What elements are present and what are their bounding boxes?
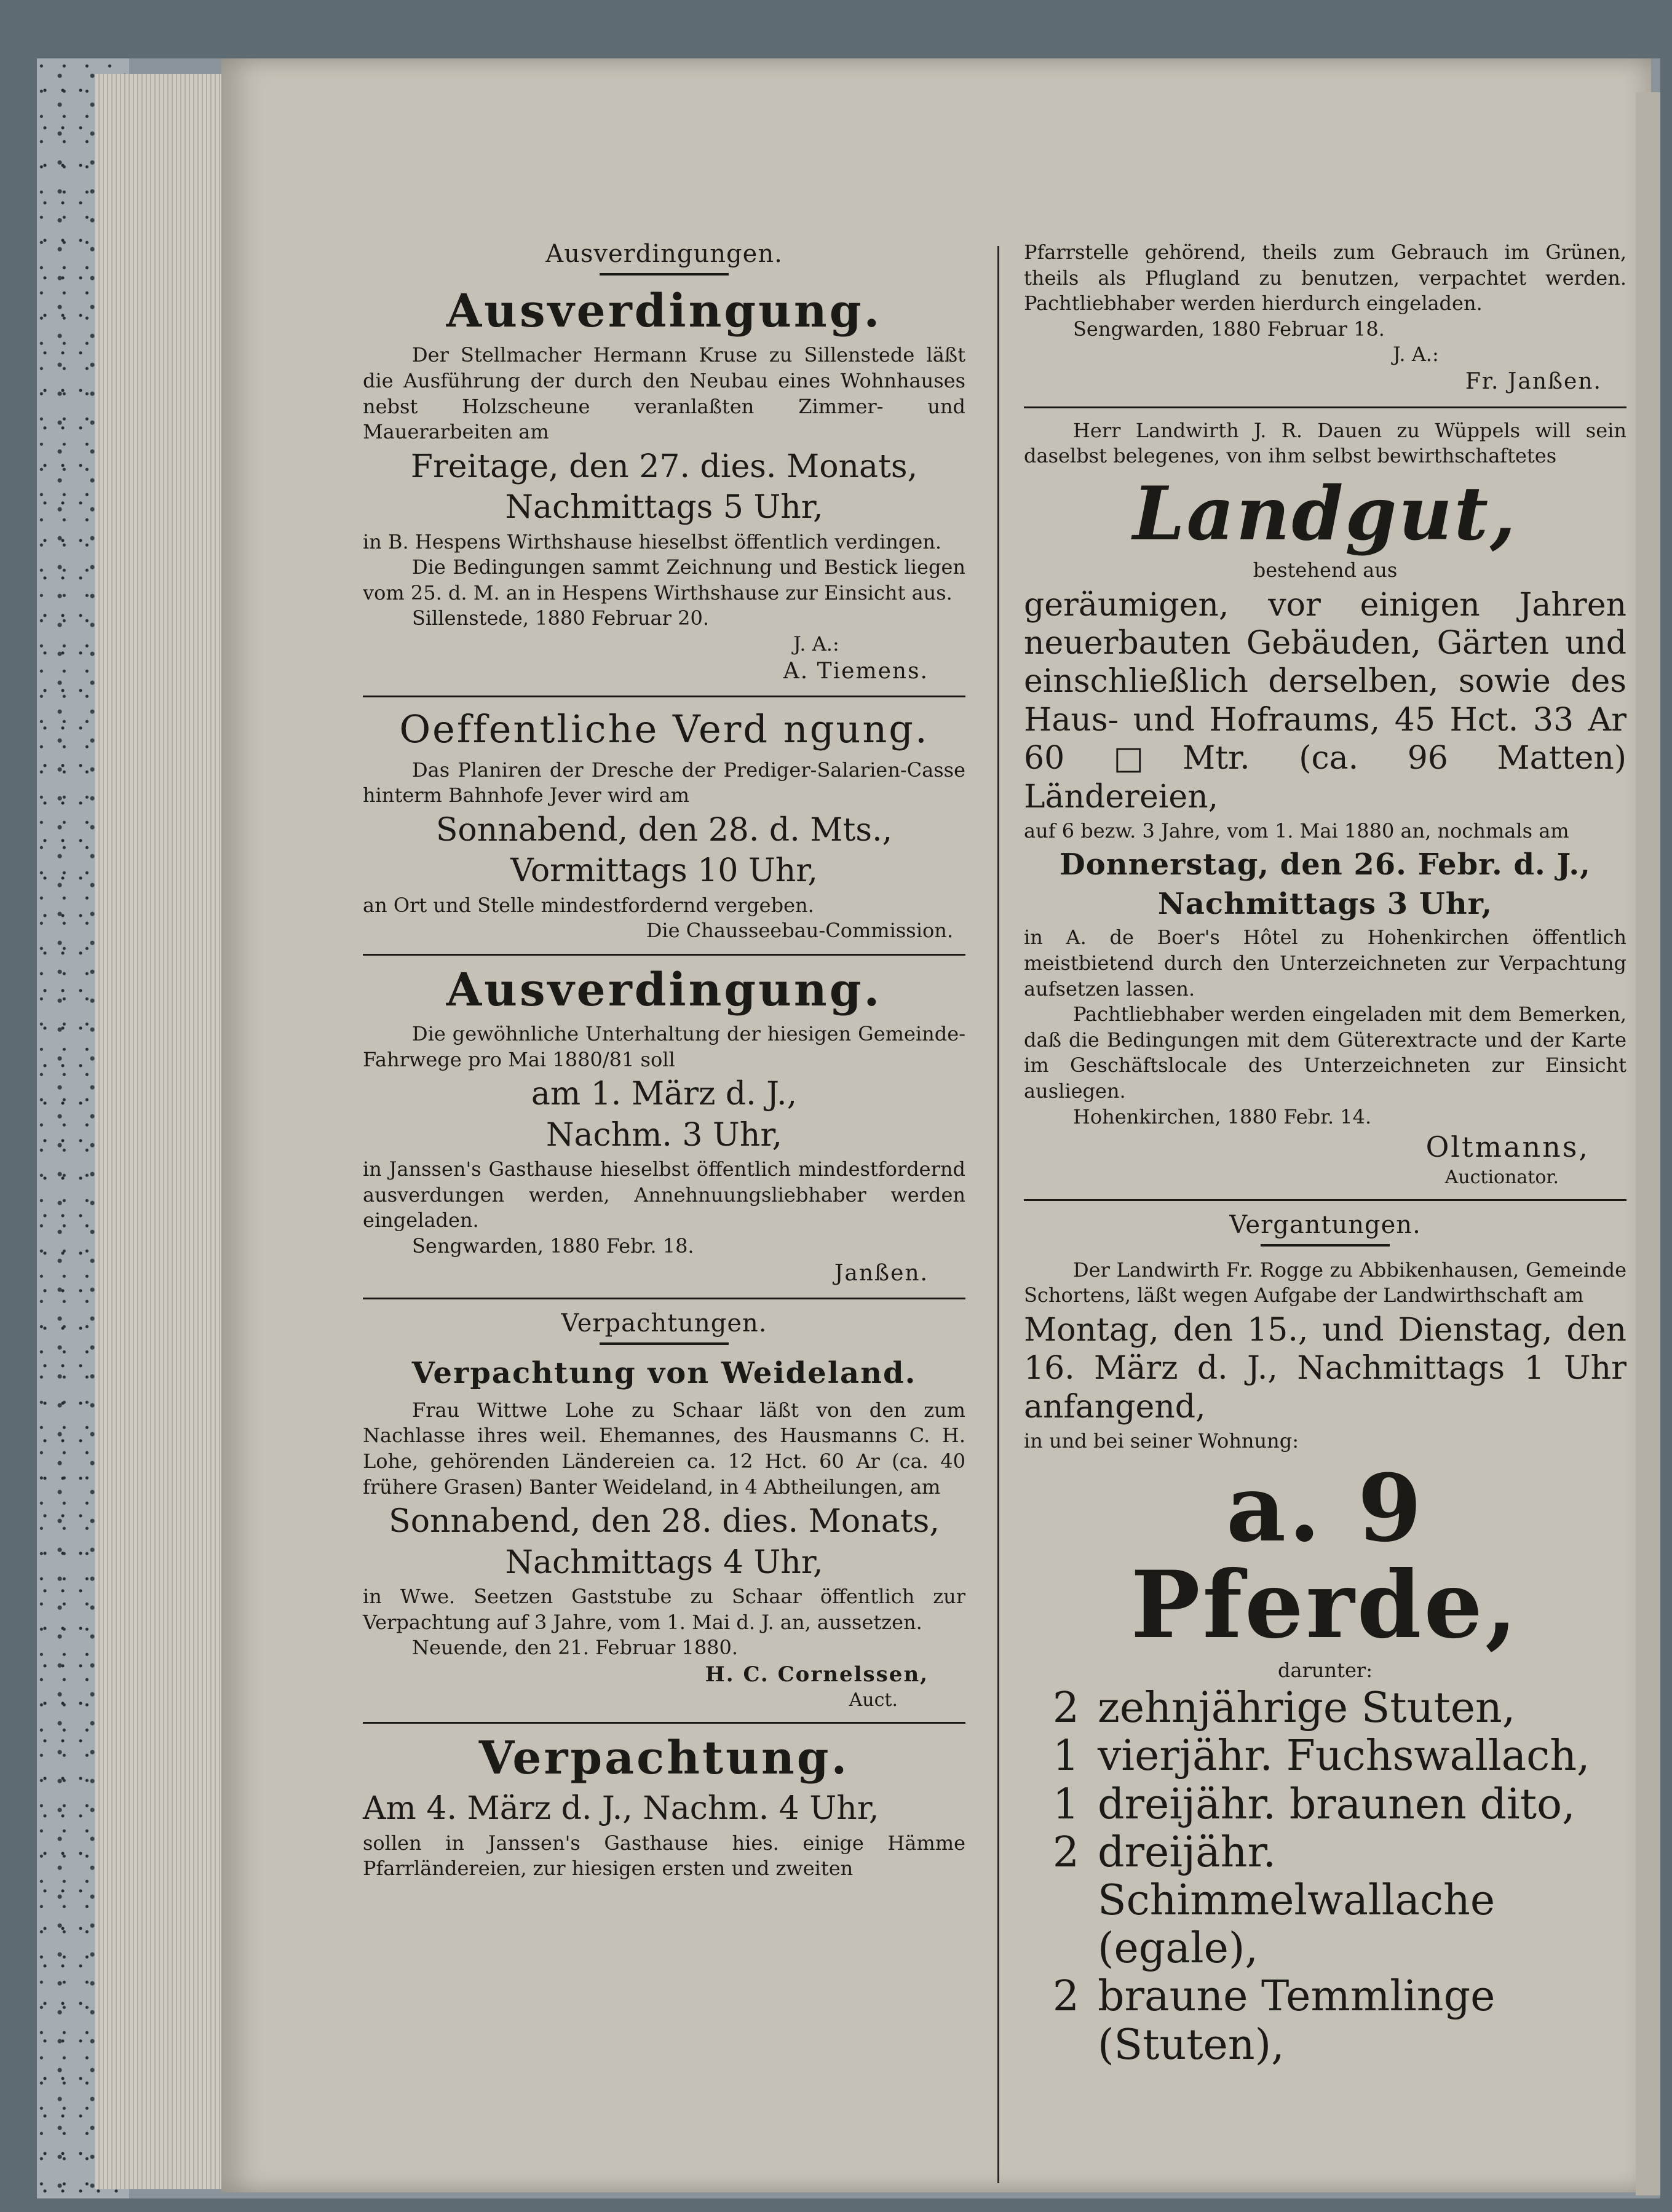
ad-intro: Herr Landwirth J. R. Dauen zu Wüppels will sein daselbst belegenes, von ihm selbst bewirthschaftetes <box>1024 418 1626 468</box>
section-heading-verpachtungen: Verpachtungen. <box>561 1309 767 1338</box>
section-underline <box>1261 1244 1390 1247</box>
ad-date-line: Am 4. März d. J., Nachm. 4 Uhr, <box>363 1790 879 1828</box>
section-underline <box>600 1342 729 1345</box>
ad-title: Oeffentliche Verd ngung. <box>399 707 929 752</box>
ad-time-line: Nachmittags 3 Uhr, <box>1157 887 1493 922</box>
ad-pferde <box>1024 1258 1626 2069</box>
column-divider <box>997 246 999 2183</box>
list-item: 1 vierjähr. Fuchswallach, <box>1052 1732 1590 1781</box>
ad-landgut <box>1024 418 1626 1189</box>
list-item: 2 zehnjährige Stuten, <box>1052 1684 1516 1733</box>
list-item: 1 dreijähr. braunen dito, <box>1052 1780 1575 1829</box>
ad-place-date: Neuende, den 21. Februar 1880. <box>412 1636 739 1660</box>
ad-subtitle: bestehend aus <box>1253 558 1398 582</box>
ad-signature-role: Auctionator. <box>1444 1166 1559 1188</box>
ad-body: Die gewöhnliche Unterhaltung der hiesigen Gemeinde-Fahrwege pro Mai 1880/81 soll <box>363 1022 965 1071</box>
left-column <box>363 240 965 1882</box>
ad-description: geräumigen, vor einigen Jahren neuerbauten Gebäuden, Gärten und einschließlich derselben, sowie des Haus- und Hofraums, 45 Hct. 33 Ar 60 □Mtr. (ca. 96 Matten) Ländereien, <box>1024 586 1626 815</box>
ad-body: Der Stellmacher Hermann Kruse zu Sillenstede läßt die Ausführung der durch den Neubau eines Wohnhauses nebst Holzscheune veranlaßten Zimmer- und Mauerarbeiten am <box>363 343 965 444</box>
list-item: 2 dreijähr. Schimmelwallache (egale), <box>1052 1828 1496 1973</box>
ad-signature: Oltmanns, <box>1425 1130 1590 1164</box>
ad-title: Ausverdingung. <box>446 963 882 1017</box>
ad-date-line: am 1. März d. J., <box>531 1076 798 1113</box>
ad-body: auf 6 bezw. 3 Jahre, vom 1. Mai 1880 an, nochmals am <box>1024 819 1569 842</box>
ad-subtitle: darunter: <box>1278 1658 1373 1682</box>
ad-title: Ausverdingung. <box>446 285 882 338</box>
divider-rule <box>363 696 965 697</box>
ad-signature: H. C. Cornelssen, <box>705 1662 929 1687</box>
ad-place-date: Hohenkirchen, 1880 Febr. 14. <box>1073 1104 1372 1128</box>
section-heading-ausverdingungen: Ausverdingungen. <box>545 240 783 268</box>
right-column <box>1024 240 1626 2069</box>
divider-rule <box>363 1722 965 1724</box>
ad-place-date: Sengwarden, 1880 Febr. 18. <box>412 1234 694 1258</box>
list-item: 2 braune Temmlinge (Stuten), <box>1052 1972 1496 2069</box>
ad-body-location: in Wwe. Seetzen Gaststube zu Schaar öffentlich zur Verpachtung auf 3 Jahre, vom 1. Mai d. J. an, aussetzen. <box>363 1585 965 1634</box>
ad-date-line: Montag, den 15., und Dienstag, den 16. März d. J., Nachmittags 1 Uhr anfangend, <box>1024 1311 1626 1425</box>
divider-rule <box>1024 406 1626 408</box>
ad-ausverdingung-kruse <box>363 287 965 686</box>
ad-title: Verpachtung. <box>478 1732 850 1785</box>
ad-body: Das Planiren der Dresche der Prediger-Salarien-Casse hinterm Bahnhofe Jever wird am <box>363 758 965 807</box>
ad-signature: Janßen. <box>834 1260 929 1286</box>
ad-body-location: in und bei seiner Wohnung: <box>1024 1429 1299 1453</box>
ad-ja: J. A.: <box>793 632 839 656</box>
section-heading-vergantungen: Vergantungen. <box>1229 1210 1421 1239</box>
ad-time-line: Nachmittags 4 Uhr, <box>505 1544 823 1581</box>
page-right-edge <box>1636 92 1660 2195</box>
ad-body-location: an Ort und Stelle mindestfordernd vergeben. <box>363 893 814 917</box>
ad-signature: A. Tiemens. <box>783 658 929 684</box>
ad-body: Pfarrstelle gehörend, theils zum Gebrauch im Grünen, theils als Pflugland zu benutzen, verpachtet werden. Pachtliebhaber werden hierdurch eingeladen. <box>1024 240 1626 315</box>
ad-verpachtung-weideland <box>363 1356 965 1712</box>
ad-time-line: Nachmittags 5 Uhr, <box>505 489 823 526</box>
ad-date-line: Sonnabend, den 28. dies. Monats, <box>389 1503 940 1540</box>
ad-time-line: Nachm. 3 Uhr, <box>545 1116 783 1154</box>
ad-time-line: Vormittags 10 Uhr, <box>510 852 818 890</box>
divider-rule <box>1024 1199 1626 1201</box>
ad-body: sollen in Janssen's Gasthause hies. einige Hämme Pfarrländereien, zur hiesigen ersten und zweiten <box>363 1831 965 1881</box>
divider-rule <box>363 954 965 956</box>
horse-list <box>1024 1684 1626 2069</box>
ad-signature: Die Chausseebau-Commission. <box>646 919 953 943</box>
ad-place-date: Sengwarden, 1880 Februar 18. <box>1073 317 1385 341</box>
ad-date-line: Freitage, den 27. dies. Monats, <box>410 448 918 485</box>
ad-title: a. 9 Pferde, <box>1130 1454 1520 1660</box>
ad-verpachtung-pfarrland <box>363 1734 965 1882</box>
divider-rule <box>363 1298 965 1299</box>
ad-oeffentliche-verdingung <box>363 707 965 943</box>
ad-title: Verpachtung von Weideland. <box>411 1356 917 1391</box>
ad-body-location: in Janssen's Gasthause hieselbst öffentlich mindestfordernd ausverdungen werden, Annehnuungsliebhaber werden eingeladen. <box>363 1157 965 1232</box>
ad-body-location: in B. Hespens Wirthshause hieselbst öffentlich verdingen. <box>363 529 942 553</box>
ad-signature-role: Auct. <box>849 1689 898 1711</box>
ad-place-date: Sillenstede, 1880 Februar 20. <box>412 606 709 630</box>
ad-title: Landgut, <box>1133 470 1518 557</box>
page-edges <box>95 74 237 2189</box>
ad-body-location: in A. de Boer's Hôtel zu Hohenkirchen öffentlich meistbietend durch den Unterzeichneten zur Verpachtung aufsetzen lassen. <box>1024 926 1626 1001</box>
ad-body: Der Landwirth Fr. Rogge zu Abbikenhausen, Gemeinde Schortens, läßt wegen Aufgabe der Landwirthschaft am <box>1024 1258 1626 1307</box>
ad-date-line: Sonnabend, den 28. d. Mts., <box>435 811 893 849</box>
ad-signature: Fr. Janßen. <box>1465 368 1602 394</box>
ad-verpachtung-pfarrland-cont <box>1024 240 1626 397</box>
ad-body-conditions: Pachtliebhaber werden eingeladen mit dem Bemerken, daß die Bedingungen mit dem Güterextracte und der Karte im Geschäftslocale des Unterzeichneten zur Einsicht ausliegen. <box>1024 1002 1626 1103</box>
ad-ja: J. A.: <box>1393 343 1439 367</box>
ad-body: Frau Wittwe Lohe zu Schaar läßt von den zum Nachlasse ihres weil. Ehemannes, des Hausmanns C. H. Lohe, gehörenden Ländereien ca. 12 Hct. 60 Ar (ca. 40 frühere Grasen) Banter Weideland, in 4 Abtheilungen, am <box>363 1398 965 1499</box>
ad-body-conditions: Die Bedingungen sammt Zeichnung und Bestick liegen vom 25. d. M. an in Hespens Wirthshause zur Einsicht aus. <box>363 555 965 605</box>
ad-ausverdingung-fahrwege <box>363 965 965 1288</box>
ad-date-line: Donnerstag, den 26. Febr. d. J., <box>1060 847 1591 882</box>
section-underline <box>600 273 729 276</box>
